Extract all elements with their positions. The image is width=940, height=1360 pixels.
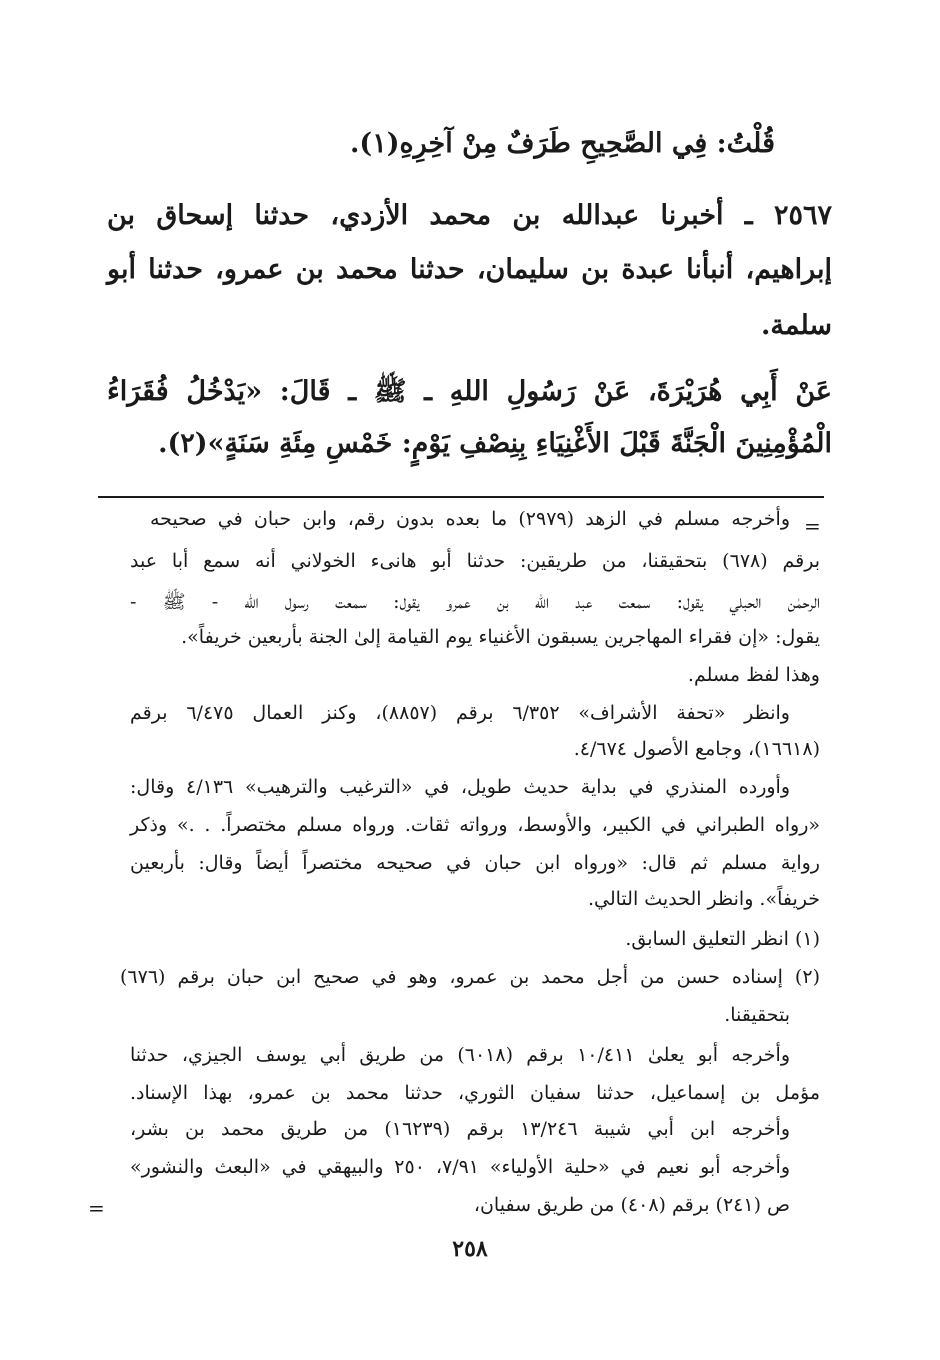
footnote-line: «رواه الطبراني في الكبير، والأوسط، ورواته ثقات. ورواه مسلم مختصراً. . .» وذكر (130, 814, 820, 836)
opening-statement: قُلْتُ: فِي الصَّحِيحِ طَرَفٌ مِنْ آخِرِهِ(١). (350, 128, 775, 159)
footnote-line: رواية مسلم ثم قال: «ورواه ابن حبان في صحيحه مختصراً أيضاً وقال: بأربعين (130, 852, 820, 874)
footnote-line: برقم (٦٧٨) بتحقيقنا، من طريقين: حدثنا أبو هانىء الخولاني أنه سمع أبا عبد (130, 550, 821, 572)
footnote-line: وهذا لفظ مسلم. (687, 664, 820, 686)
footnote-2-line: ص (٢٤١) برقم (٤٠٨) من طريق سفيان، (473, 1194, 790, 1216)
isnad-line: سلمة. (760, 310, 832, 341)
footnote-2-line: (٢) إسناده حسن من أجل محمد بن عمرو، وهو في صحيح ابن حبان برقم (٦٧٦) (120, 966, 820, 988)
isnad-line: إبراهيم، أنبأنا عبدة بن سليمان، حدثنا محمد بن عمرو، حدثنا أبو (107, 254, 832, 285)
footnote-continuation-mark: = (804, 514, 821, 538)
footnote-2-line: وأخرجه أبو نعيم في «حلية الأولياء» ٧/٩١، ٢٥٠ والبيهقي في «البعث والنشور» (130, 1156, 790, 1178)
footnote-line: وأورده المنذري في بداية حديث طويل، في «الترغيب والترهيب» ٤/١٣٦ وقال: (130, 776, 791, 798)
page-number: ٢٥٨ (452, 1236, 488, 1262)
footnote-2-line: وأخرجه ابن أبي شيبة ١٣/٢٤٦ برقم (١٦٢٣٩) من طريق محمد بن بشر، (130, 1118, 790, 1140)
footnote-2-line: وأخرجه أبو يعلىٰ ١٠/٤١١ برقم (٦٠١٨) من طريق أبي يوسف الجيزي، حدثنا (130, 1044, 790, 1066)
footnote-end-mark: = (88, 1196, 105, 1220)
footnote-line: يقول: «إن فقراء المهاجرين يسبقون الأغنياء يوم القيامة إلىٰ الجنة بأربعين خريفاً». (181, 626, 820, 648)
isnad-line: ٢٥٦٧ ـ أخبرنا عبدالله بن محمد الأزدي، حدثنا إسحاق بن (107, 200, 832, 231)
footnote-line: وانظر «تحفة الأشراف» ٦/٣٥٢ برقم (٨٨٥٧)، وكنز العمال ٦/٤٧٥ برقم (130, 702, 790, 724)
footnote-1: (١) انظر التعليق السابق. (625, 928, 820, 950)
footnote-separator (98, 496, 824, 498)
footnote-line: (١٦٦١٨)، وجامع الأصول ٤/٦٧٤. (573, 738, 820, 760)
hadith-matn-line: عَنْ أَبِي هُرَيْرَةَ، عَنْ رَسُولِ اللهِ ـ ﷺ ـ قَالَ: «يَدْخُلُ فُقَرَاءُ (107, 376, 832, 407)
footnote-2-line: بتحقيقنا. (724, 1004, 790, 1026)
hadith-matn-line: الْمُؤْمِنِينَ الْجَنَّةَ قَبْلَ الأَغْنِيَاءِ بِنِصْفِ يَوْمٍ: خَمْسِ مِئَةِ سَنَةٍ»(٢). (158, 428, 832, 459)
footnote-line: الرحمٰن الحبلي يقول: سمعت عبد الله بن عمرو يقول: سمعت رسول الله - ﷺ - (130, 591, 820, 613)
footnote-line: وأخرجه مسلم في الزهد (٢٩٧٩) ما بعده بدون رقم، وابن حبان في صحيحه (150, 508, 790, 530)
footnote-line: خريفاً». وانظر الحديث التالي. (587, 888, 820, 910)
footnote-2-line: مؤمل بن إسماعيل، حدثنا سفيان الثوري، حدثنا محمد بن عمرو، بهذا الإسناد. (130, 1082, 820, 1104)
